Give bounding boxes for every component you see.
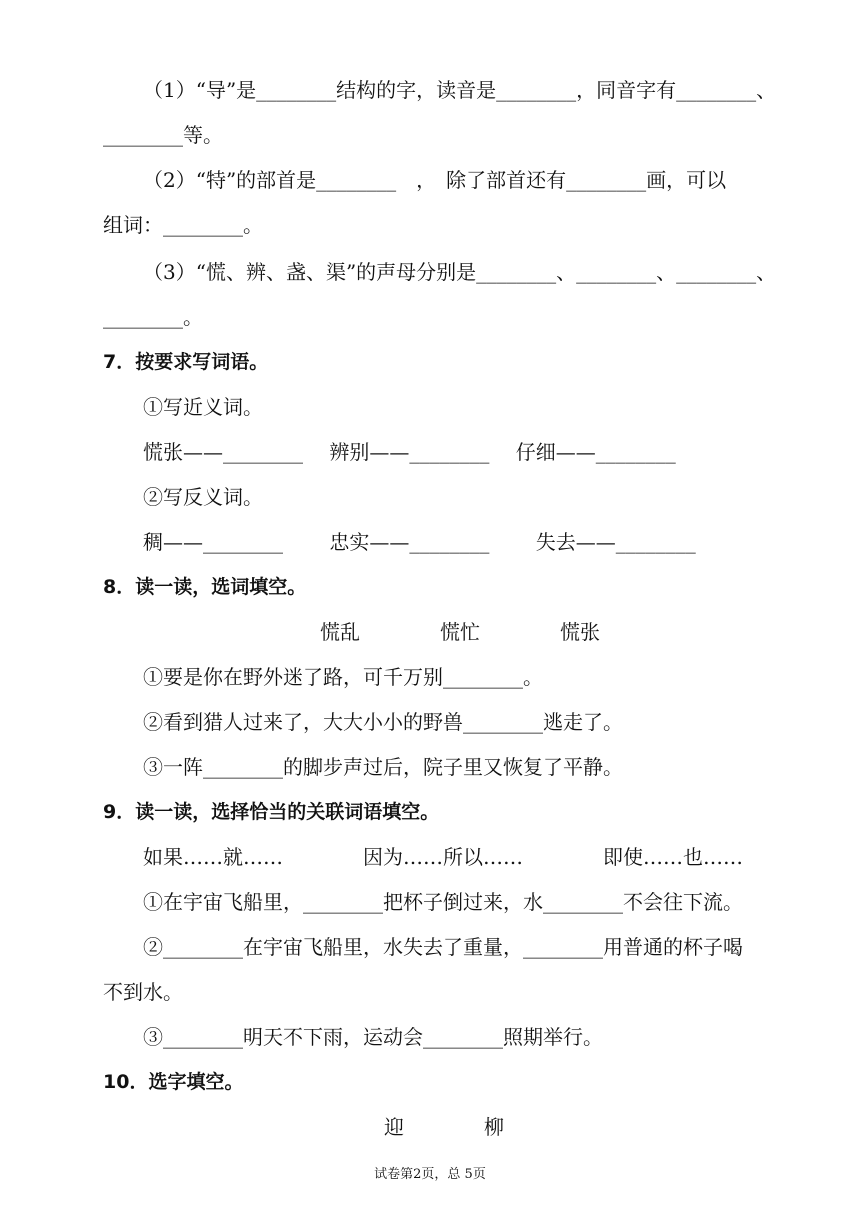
q8-item-1: ①要是你在野外迷了路，可千万别________。 [143, 665, 543, 689]
q8-word-options: 慌乱 慌忙 慌张 [320, 620, 600, 644]
q9-item-2-line1: ②________在宇宙飞船里，水失去了重量，________用普通的杯子喝 [143, 935, 743, 959]
q6-part3-line2: ________。 [103, 305, 203, 329]
q8-item-3: ③一阵________的脚步声过后，院子里又恢复了平静。 [143, 755, 623, 779]
q6-part2-line2: 组词：________。 [103, 213, 263, 237]
q6-part2-line1: （2）“特”的部首是________ ， 除了部首还有________画，可以 [143, 168, 727, 192]
q9-item-2-line2: 不到水。 [103, 980, 183, 1004]
q6-part1-line2: ________等。 [103, 123, 223, 147]
q8-item-2: ②看到猎人过来了，大大小小的野兽________逃走了。 [143, 710, 623, 734]
question-9-title: 9．读一读，选择恰当的关联词语填空。 [103, 801, 440, 823]
q9-conjunction-options: 如果……就…… 因为……所以…… 即使……也…… [143, 845, 743, 869]
q9-item-3: ③________明天不下雨，运动会________照期举行。 [143, 1025, 603, 1049]
q7-synonym-items: 慌张——________ 辨别——________ 仔细——________ [143, 440, 676, 464]
q9-item-1: ①在宇宙飞船里，________把杯子倒过来，水________不会往下流。 [143, 890, 743, 914]
question-7-title: 7．按要求写词语。 [103, 351, 269, 373]
q6-part3-line1: （3）“慌、辨、盏、渠”的声母分别是________、________、________、 [143, 260, 777, 284]
question-10-title: 10．选字填空。 [103, 1071, 244, 1093]
q7-antonym-heading: ②写反义词。 [143, 485, 263, 509]
question-8-title: 8．读一读，选词填空。 [103, 576, 307, 598]
q10-character-options: 迎 柳 [384, 1115, 504, 1139]
q7-antonym-items: 稠——________ 忠实——________ 失去——________ [143, 530, 696, 554]
q7-synonym-heading: ①写近义词。 [143, 395, 263, 419]
page-footer: 试卷第2页，总 5页 [374, 1167, 486, 1182]
q6-part1-line1: （1）“导”是________结构的字，读音是________，同音字有________、 [143, 78, 777, 102]
